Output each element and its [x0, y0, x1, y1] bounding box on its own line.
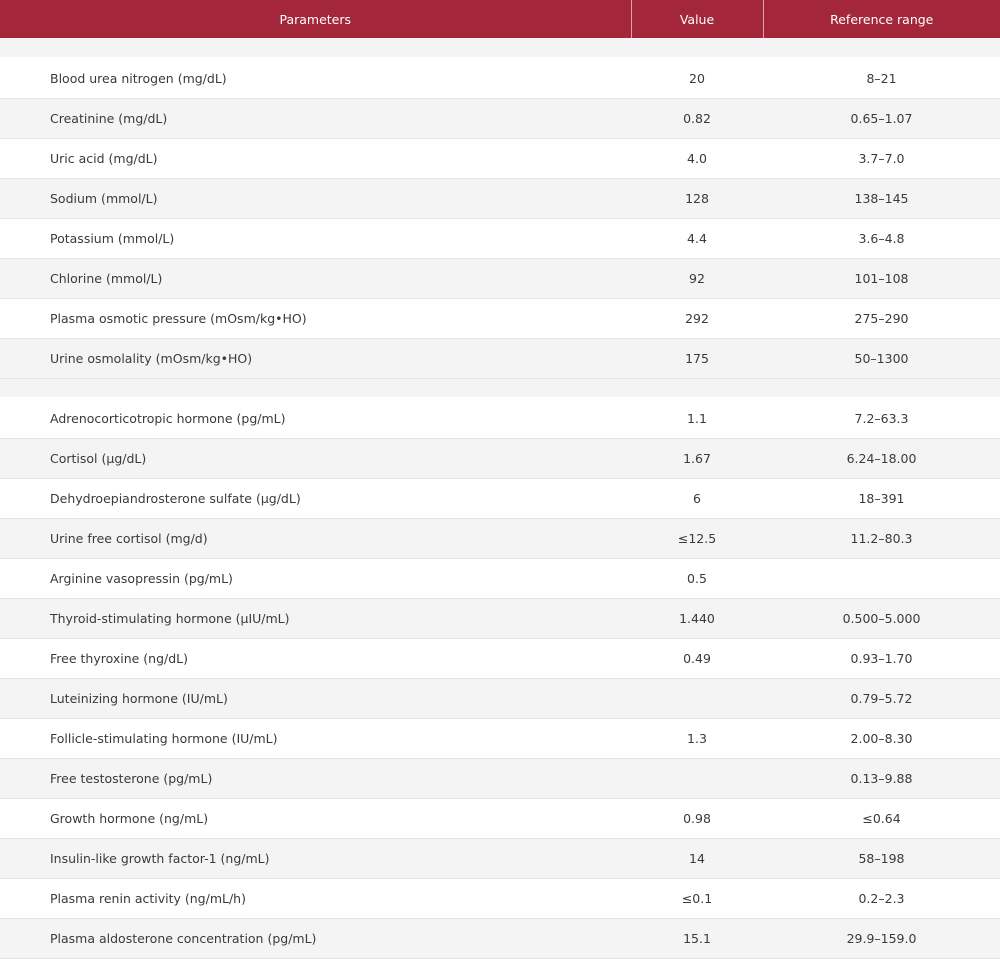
table-row	[0, 258, 1000, 298]
reference-range-cell: 275–290	[763, 298, 1000, 338]
reference-range-cell: 0.2–2.3	[763, 878, 1000, 918]
parameter-cell: Free thyroxine (ng/dL)	[0, 638, 631, 678]
reference-range-cell: 6.24–18.00	[763, 438, 1000, 478]
reference-range-cell: 50–1300	[763, 338, 1000, 378]
reference-range-cell	[763, 558, 1000, 598]
reference-range-cell: 0.93–1.70	[763, 638, 1000, 678]
reference-range-cell: 0.79–5.72	[763, 678, 1000, 718]
parameter-cell: Insulin-like growth factor-1 (ng/mL)	[0, 838, 631, 878]
parameter-cell: Dehydroepiandrosterone sulfate (µg/dL)	[0, 478, 631, 518]
reference-range-cell: 3.6–4.8	[763, 218, 1000, 258]
value-cell: 6	[631, 478, 763, 518]
value-cell: 292	[631, 298, 763, 338]
parameter-cell: Arginine vasopressin (pg/mL)	[0, 558, 631, 598]
value-cell: 1.1	[631, 398, 763, 438]
reference-range-cell: 0.500–5.000	[763, 598, 1000, 638]
table-row	[0, 718, 1000, 758]
section-spacer	[0, 378, 1000, 398]
reference-range-cell: ≤0.64	[763, 798, 1000, 838]
table-row	[0, 58, 1000, 98]
reference-range-cell: 58–198	[763, 838, 1000, 878]
value-cell	[631, 758, 763, 798]
table-row	[0, 878, 1000, 918]
value-cell: ≤12.5	[631, 518, 763, 558]
parameter-cell: Plasma renin activity (ng/mL/h)	[0, 878, 631, 918]
table-row	[0, 438, 1000, 478]
parameter-cell: Urine free cortisol (mg/d)	[0, 518, 631, 558]
value-cell: 0.49	[631, 638, 763, 678]
parameter-cell: Thyroid-stimulating hormone (µIU/mL)	[0, 598, 631, 638]
table-row	[0, 598, 1000, 638]
parameter-cell: Potassium (mmol/L)	[0, 218, 631, 258]
table-row	[0, 298, 1000, 338]
table-row	[0, 518, 1000, 558]
parameter-cell: Growth hormone (ng/mL)	[0, 798, 631, 838]
reference-range-cell: 138–145	[763, 178, 1000, 218]
section-spacer	[0, 38, 1000, 58]
header-reference-range: Reference range	[763, 0, 1000, 38]
header-parameters: Parameters	[0, 0, 631, 38]
reference-range-cell: 101–108	[763, 258, 1000, 298]
value-cell: 1.3	[631, 718, 763, 758]
value-cell: 1.67	[631, 438, 763, 478]
table-row	[0, 398, 1000, 438]
parameter-cell: Follicle-stimulating hormone (IU/mL)	[0, 718, 631, 758]
reference-range-cell: 3.7–7.0	[763, 138, 1000, 178]
spacer-cell	[0, 378, 1000, 398]
reference-range-cell: 2.00–8.30	[763, 718, 1000, 758]
value-cell: 175	[631, 338, 763, 378]
table-row	[0, 558, 1000, 598]
table-row	[0, 138, 1000, 178]
parameter-cell: Urine osmolality (mOsm/kg•HO)	[0, 338, 631, 378]
reference-range-cell: 0.13–9.88	[763, 758, 1000, 798]
value-cell: 4.4	[631, 218, 763, 258]
parameter-cell: Plasma aldosterone concentration (pg/mL)	[0, 918, 631, 958]
value-cell: 20	[631, 58, 763, 98]
value-cell: 128	[631, 178, 763, 218]
table-body	[0, 38, 1000, 958]
value-cell: 1.440	[631, 598, 763, 638]
table-row	[0, 98, 1000, 138]
value-cell: 92	[631, 258, 763, 298]
table-row	[0, 478, 1000, 518]
value-cell	[631, 678, 763, 718]
header-value: Value	[631, 0, 763, 38]
table-row	[0, 758, 1000, 798]
parameter-cell: Plasma osmotic pressure (mOsm/kg•HO)	[0, 298, 631, 338]
reference-range-cell: 0.65–1.07	[763, 98, 1000, 138]
reference-range-cell: 29.9–159.0	[763, 918, 1000, 958]
parameter-cell: Creatinine (mg/dL)	[0, 98, 631, 138]
table-row	[0, 838, 1000, 878]
parameter-cell: Luteinizing hormone (IU/mL)	[0, 678, 631, 718]
reference-range-cell: 11.2–80.3	[763, 518, 1000, 558]
value-cell: 4.0	[631, 138, 763, 178]
parameter-cell: Cortisol (µg/dL)	[0, 438, 631, 478]
parameter-cell: Free testosterone (pg/mL)	[0, 758, 631, 798]
table-header	[0, 0, 1000, 38]
parameter-cell: Sodium (mmol/L)	[0, 178, 631, 218]
value-cell: 15.1	[631, 918, 763, 958]
value-cell: 0.5	[631, 558, 763, 598]
table-row	[0, 638, 1000, 678]
table-row	[0, 678, 1000, 718]
parameter-cell: Uric acid (mg/dL)	[0, 138, 631, 178]
parameter-cell: Adrenocorticotropic hormone (pg/mL)	[0, 398, 631, 438]
table-row	[0, 798, 1000, 838]
table-row	[0, 178, 1000, 218]
spacer-cell	[0, 38, 1000, 58]
value-cell: 0.98	[631, 798, 763, 838]
reference-range-cell: 7.2–63.3	[763, 398, 1000, 438]
table-row	[0, 918, 1000, 958]
reference-range-cell: 8–21	[763, 58, 1000, 98]
value-cell: 14	[631, 838, 763, 878]
value-cell: ≤0.1	[631, 878, 763, 918]
table-row	[0, 218, 1000, 258]
header-row	[0, 0, 1000, 38]
table-row	[0, 338, 1000, 378]
parameter-cell: Chlorine (mmol/L)	[0, 258, 631, 298]
parameter-cell: Blood urea nitrogen (mg/dL)	[0, 58, 631, 98]
reference-range-cell: 18–391	[763, 478, 1000, 518]
value-cell: 0.82	[631, 98, 763, 138]
